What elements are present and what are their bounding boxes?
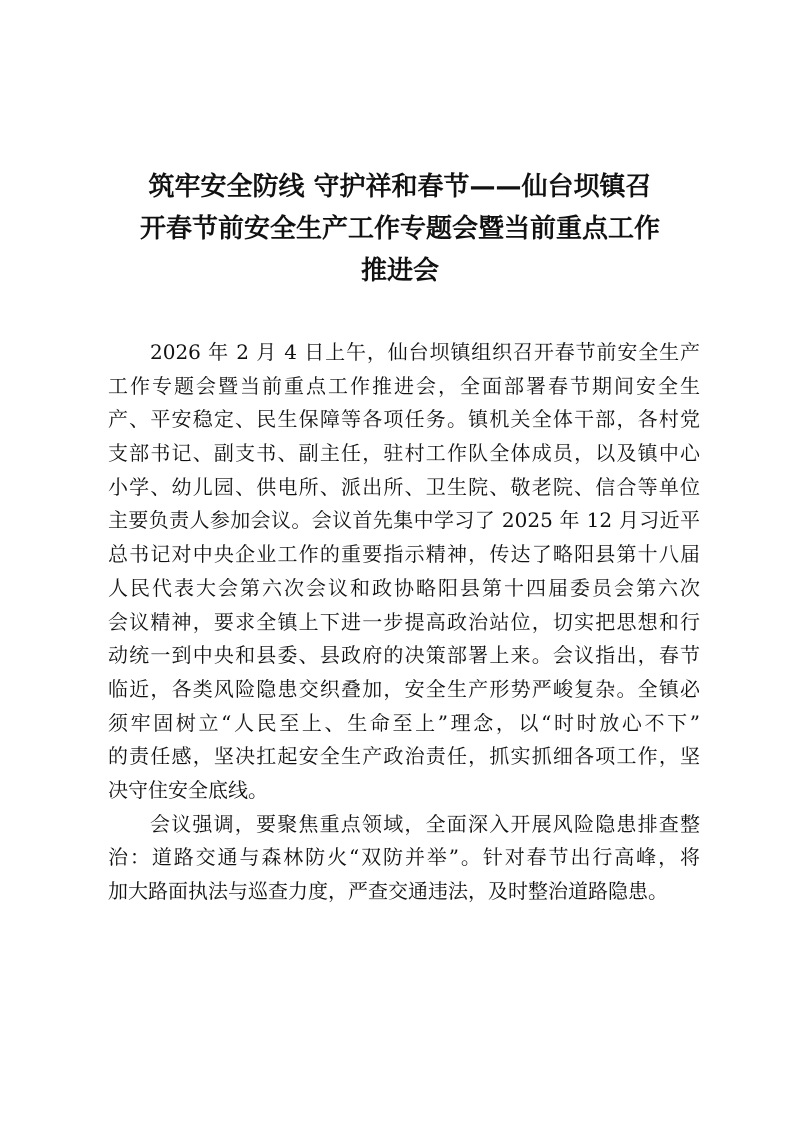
text-line: 支部书记、副支书、副主任，驻村工作队全体成员，以及镇中心 <box>108 441 700 466</box>
document-title <box>100 166 700 292</box>
text-line: 产、平安稳定、民生保障等各项任务。镇机关全体干部，各村党 <box>108 407 700 432</box>
text-line: 总书记对中央企业工作的重要指示精神，传达了略阳县第十八届 <box>108 542 700 567</box>
title-line: 筑牢安全防线 守护祥和春节——仙台坝镇召 <box>148 172 652 202</box>
text-line: 决守住安全底线。 <box>108 777 268 802</box>
paragraph <box>108 336 700 808</box>
text-line: 小学、幼儿园、供电所、派出所、卫生院、敬老院、信合等单位 <box>108 474 700 499</box>
text-line: 主要负责人参加会议。会议首先集中学习了 2025 年 12 月习近平 <box>108 508 700 533</box>
text-line: 加大路面执法与巡查力度，严查交通违法，及时整治道路隐患。 <box>108 879 668 903</box>
title-line: 开春节前安全生产工作专题会暨当前重点工作 <box>139 214 660 244</box>
text-line: 动统一到中央和县委、县政府的决策部署上来。会议指出，春节 <box>108 643 700 668</box>
text-line: 会议精神，要求全镇上下进一步提高政治站位，切实把思想和行 <box>108 609 700 634</box>
text-line: 治：道路交通与森林防火“双防并举”。针对春节出行高峰，将 <box>108 845 700 870</box>
text-line: 工作专题会暨当前重点工作推进会，全面部署春节期间安全生 <box>108 373 700 398</box>
document-body <box>108 336 700 909</box>
text-line: 人民代表大会第六次会议和政协略阳县第十四届委员会第六次 <box>108 575 700 600</box>
paragraph <box>108 808 700 909</box>
text-line: 会议强调，要聚焦重点领域，全面深入开展风险隐患排查整 <box>150 811 700 836</box>
text-line: 须牢固树立“人民至上、生命至上”理念，以“时时放心不下” <box>108 710 700 735</box>
text-line: 临近，各类风险隐患交织叠加，安全生产形势严峻复杂。全镇必 <box>108 676 700 701</box>
title-line: 推进会 <box>360 256 439 286</box>
text-line: 2026 年 2 月 4 日上午，仙台坝镇组织召开春节前安全生产 <box>150 340 700 364</box>
text-line: 的责任感，坚决扛起安全生产政治责任，抓实抓细各项工作，坚 <box>108 744 700 769</box>
